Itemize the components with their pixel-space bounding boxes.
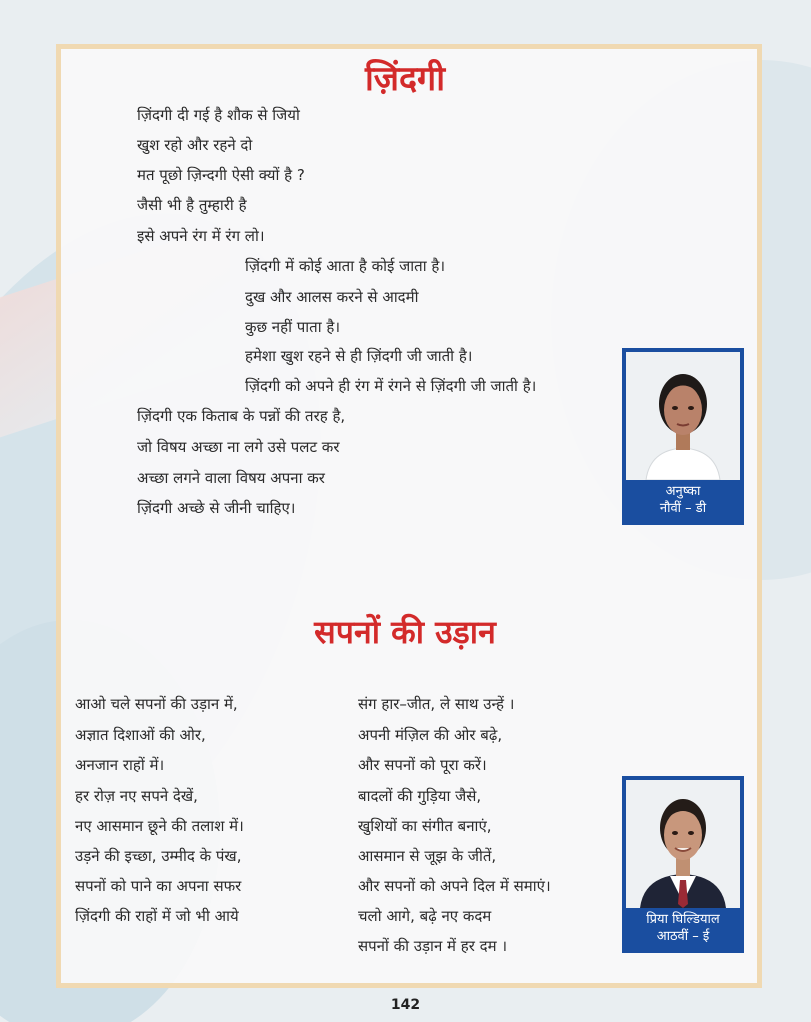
poem1-title: ज़िंदगी — [364, 59, 446, 99]
poem2-right-line: सपनों की उड़ान में हर दम । — [358, 937, 508, 955]
poem2-left-line: सपनों को पाने का अपना सफर — [75, 877, 242, 895]
poem1-line: इसे अपने रंग में रंग लो। — [137, 227, 265, 245]
poem1-line: खुश रहो और रहने दो — [137, 136, 253, 154]
student-photo — [626, 352, 740, 480]
poem2-left-line: ज़िंदगी की राहों में जो भी आये — [75, 907, 239, 925]
poem2-left-line: उड़ने की इच्छा, उम्मीद के पंख, — [75, 847, 242, 865]
poem1-line: ज़िंदगी को अपने ही रंग में रंगने से ज़िंदगी जी जाती है। — [245, 377, 537, 395]
poem2-title: सपनों की उड़ान — [314, 613, 496, 651]
poem1-line: हमेशा खुश रहने से ही ज़िंदगी जी जाती है। — [245, 347, 473, 365]
poem1-line: जो विषय अच्छा ना लगे उसे पलट कर — [137, 438, 340, 456]
poem2-left-line: नए आसमान छूने की तलाश में। — [75, 817, 244, 835]
author-name: प्रिया घिल्डियाल — [646, 912, 720, 927]
poem1-line: ज़िंदगी दी गई है शौक से जियो — [137, 106, 300, 124]
poem1-line: जैसी भी है तुम्हारी है — [137, 196, 247, 214]
poem1-line: मत पूछो ज़िन्दगी ऐसी क्यों है ? — [137, 166, 305, 184]
poem2-right-line: अपनी मंज़िल की ओर बढ़े, — [358, 726, 503, 744]
poem2-right-line: चलो आगे, बढ़े नए कदम — [358, 907, 492, 925]
poem1-line: अच्छा लगने वाला विषय अपना कर — [137, 469, 325, 487]
author-class: आठवीं – ई — [656, 929, 710, 944]
page-number: 142 — [390, 997, 421, 1013]
poem1-line: कुछ नहीं पाता है। — [245, 318, 341, 336]
poem2-right-line: आसमान से जूझ के जीतें, — [358, 847, 497, 865]
poem2-right-line: और सपनों को अपने दिल में समाएं। — [358, 877, 551, 895]
poem2-left-line: हर रोज़ नए सपने देखें, — [75, 787, 198, 805]
author-photo-card — [622, 776, 744, 953]
poem2-right-line: और सपनों को पूरा करें। — [358, 756, 487, 774]
poem1-line: ज़िंदगी एक किताब के पन्नों की तरह है, — [137, 407, 346, 425]
poem2-left-line: आओ चले सपनों की उड़ान में, — [75, 695, 238, 713]
student-photo — [626, 780, 740, 908]
poem1-line: ज़िंदगी अच्छे से जीनी चाहिए। — [137, 499, 296, 517]
poem1-line: ज़िंदगी में कोई आता है कोई जाता है। — [245, 257, 446, 275]
poem2-right-line: संग हार–जीत, ले साथ उन्हें । — [358, 695, 515, 713]
poem1-line: दुख और आलस करने से आदमी — [245, 288, 419, 306]
poem2-left-line: अनजान राहों में। — [75, 756, 165, 774]
poem2-left-line: अज्ञात दिशाओं की ओर, — [75, 726, 206, 744]
author-class: नौवीं – डी — [659, 501, 707, 516]
poem2-right-line: खुशियों का संगीत बनाएं, — [358, 817, 492, 835]
poem2-right-line: बादलों की गुड़िया जैसे, — [358, 787, 482, 805]
author-name: अनुष्का — [665, 484, 701, 499]
author-photo-card — [622, 348, 744, 525]
